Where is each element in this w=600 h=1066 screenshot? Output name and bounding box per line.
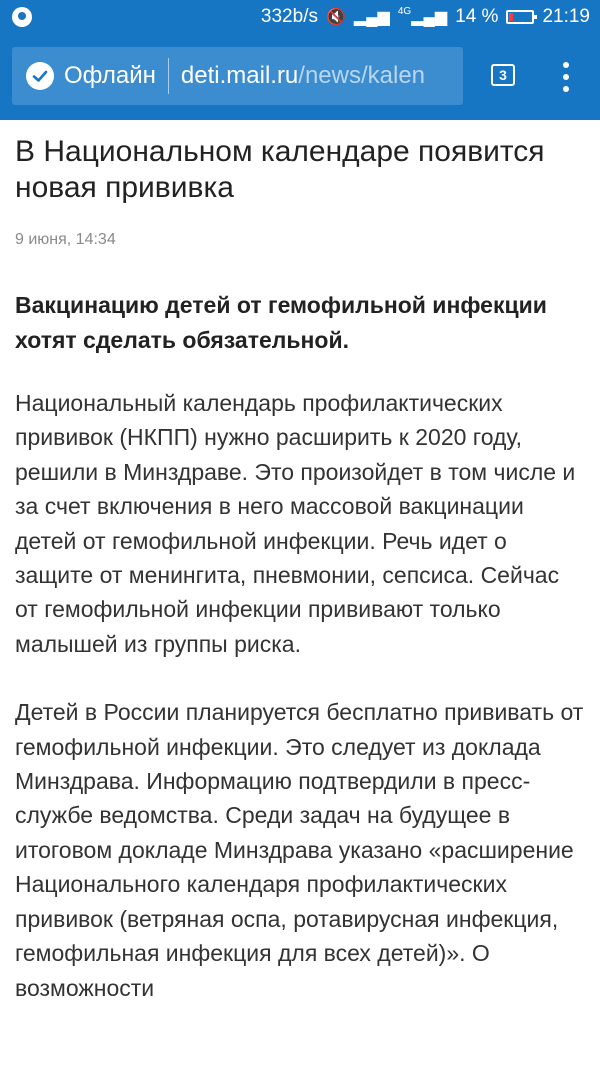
battery-percent: 14 %	[455, 6, 499, 27]
network-type: $^{4G}$▂▄▆	[397, 6, 448, 26]
offline-label: Офлайн	[64, 62, 156, 89]
app-notification-icon	[12, 7, 32, 27]
browser-toolbar	[0, 34, 600, 120]
url-text	[181, 62, 425, 90]
url-divider	[168, 58, 169, 94]
overflow-menu-icon[interactable]	[556, 62, 576, 92]
mute-icon: 🔇	[325, 9, 346, 26]
battery-icon	[506, 10, 534, 24]
article-paragraph: Национальный календарь профилактических прививок (НКПП) нужно расширить к 2020 году, решили в Минздраве. Это произойдет в том числе и за счет включения в него массовой вакцинации детей от гемофильной инфекции. Речь идет о защите от менингита, пневмонии, сепсиса. Сейчас от гемофильной инфекции прививают только малышей из группы риска.	[15, 390, 576, 657]
address-bar[interactable]	[12, 47, 463, 105]
offline-check-icon	[26, 62, 54, 90]
article	[15, 134, 585, 1005]
signal-icon: ▂▄▆	[353, 9, 390, 26]
status-indicators	[261, 6, 590, 28]
article-paragraph: Детей в России планируется бесплатно прививать от гемофильной инфекции. Это следует из доклада Минздрава. Информацию подтвердили в пресс-службе ведомства. Среди задач на будущее в итоговом докладе Минздрава указано «расширение Национального календаря профилактических прививок (ветряная оспа, ротавирусная инфекция, гемофильная инфекция для всех детей)». О возможности	[15, 699, 584, 1001]
article-date: 9 июня, 14:34	[15, 231, 116, 248]
clock: 21:19	[542, 6, 590, 27]
url-host: deti.mail.ru	[180, 62, 299, 89]
tabs-button[interactable]: 3	[491, 64, 515, 86]
signal-icon-2: ▂▄▆	[411, 9, 448, 26]
url-path: /news/kalen	[298, 62, 426, 89]
network-speed: 332b/s	[260, 6, 318, 27]
status-bar	[0, 0, 600, 34]
article-title: В Национальном календаре появится новая прививка	[15, 135, 545, 204]
article-lead: Вакцинацию детей от гемофильной инфекции хотят сделать обязательной.	[15, 292, 547, 353]
